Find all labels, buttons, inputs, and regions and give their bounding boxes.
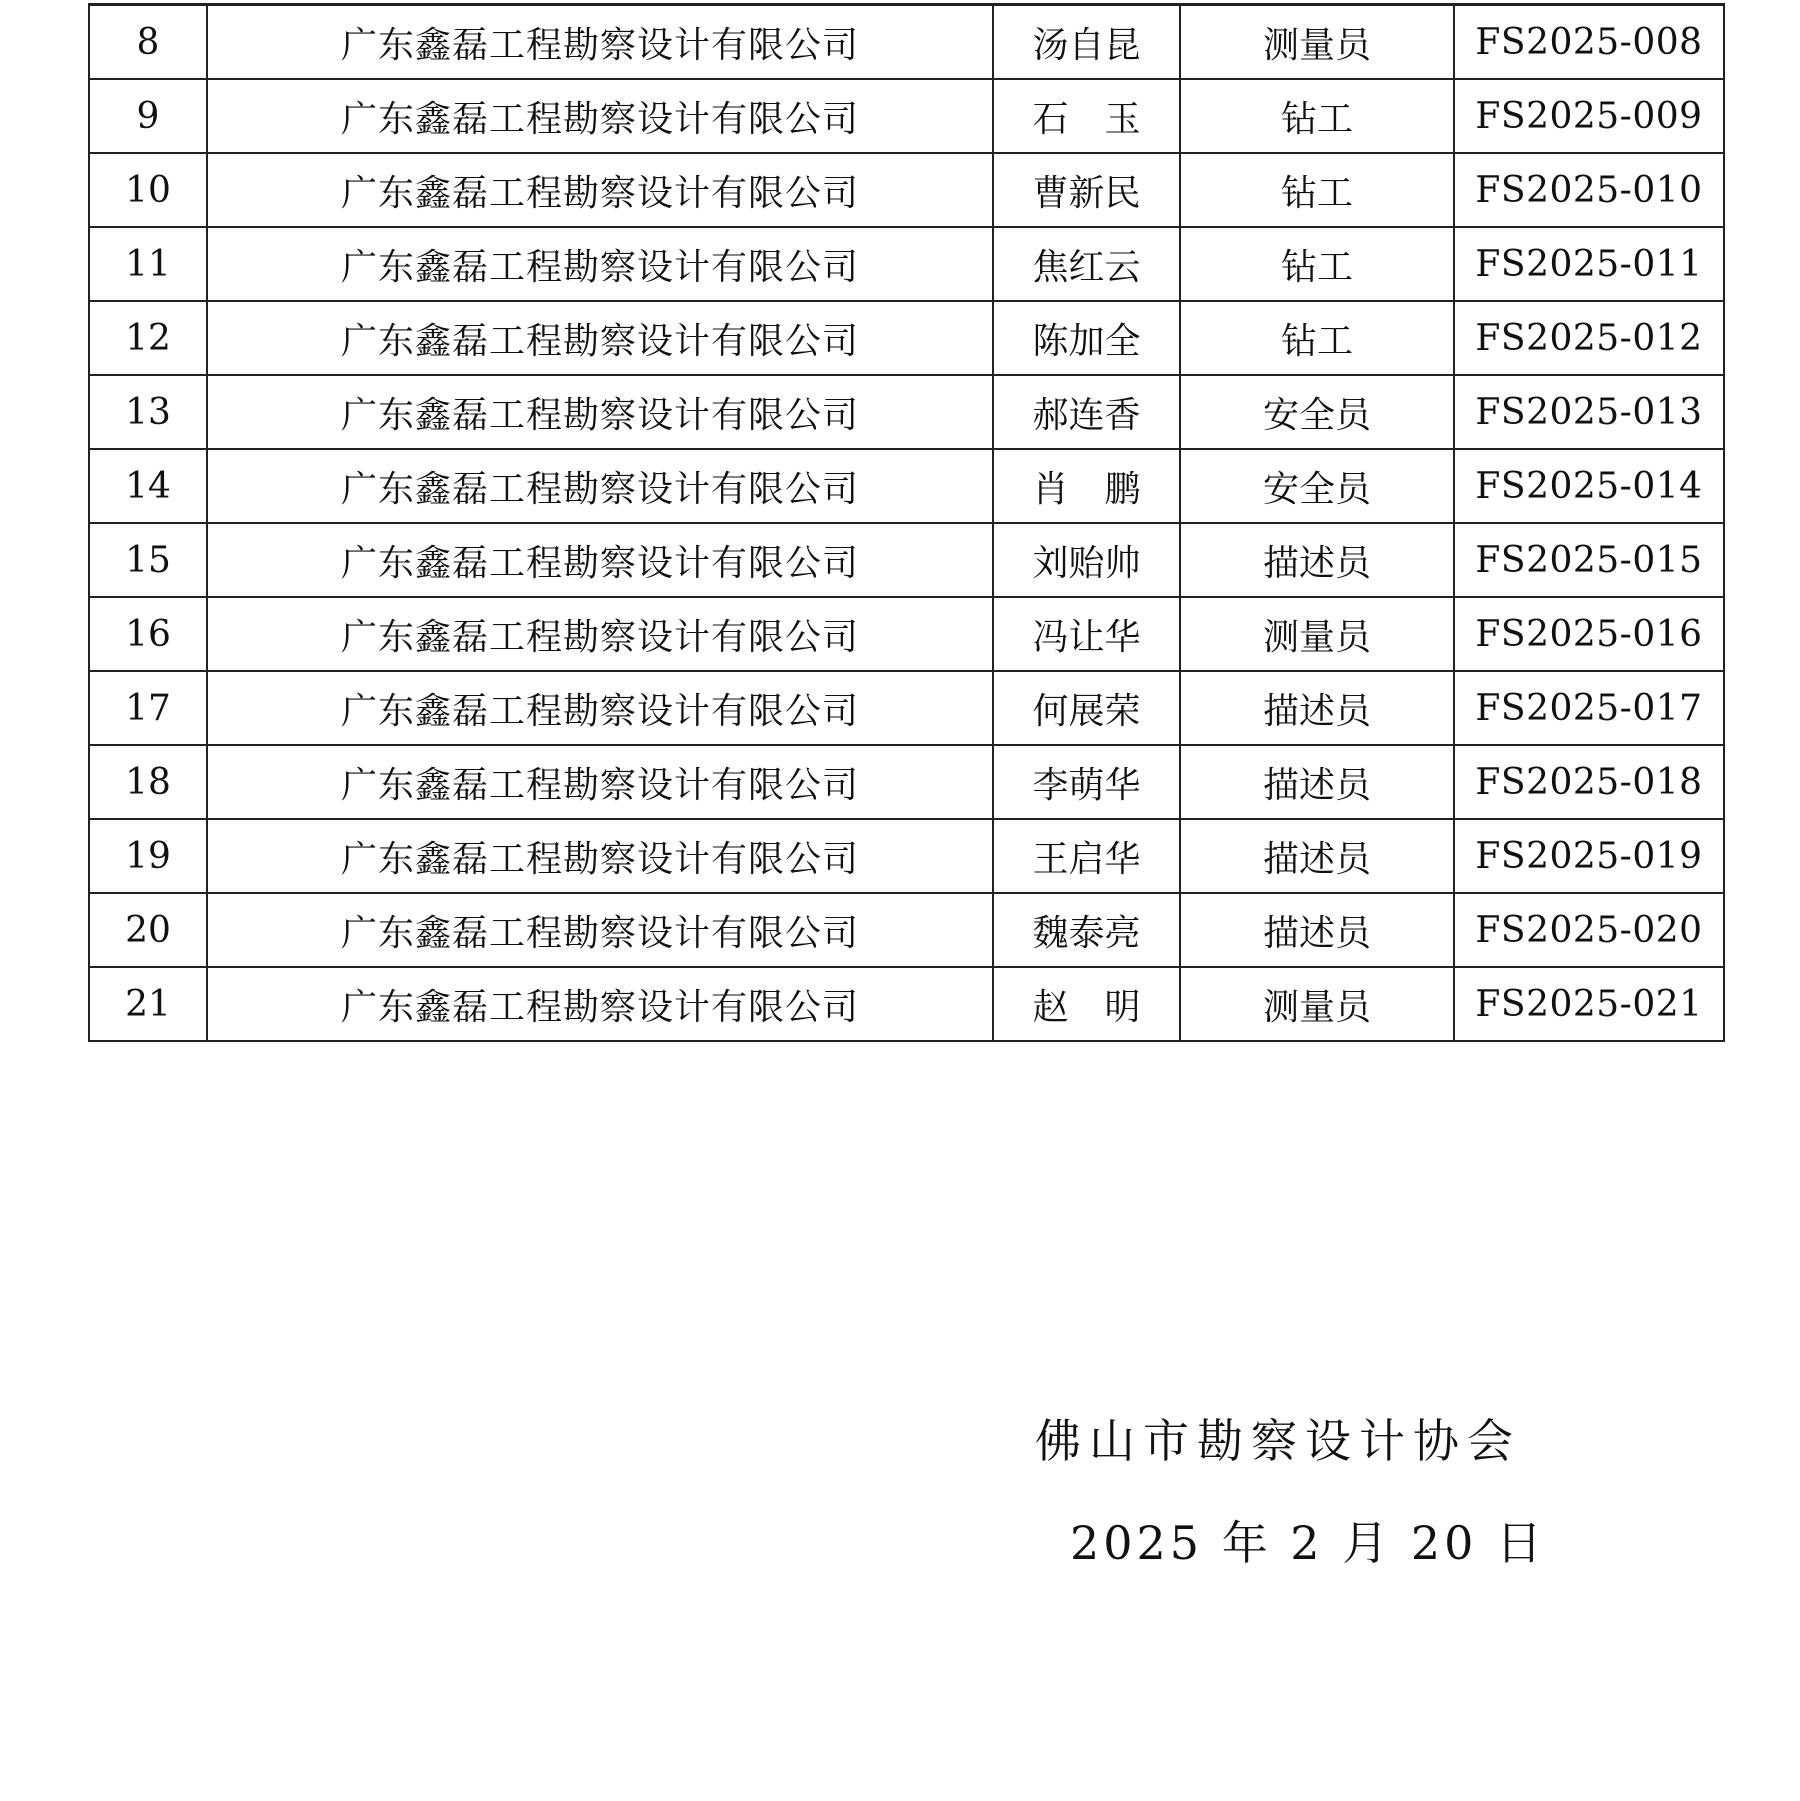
row-number-cell: 13 (89, 375, 207, 449)
cert-id-cell: FS2025-021 (1454, 967, 1724, 1041)
role-cell: 测量员 (1180, 967, 1454, 1041)
row-number-cell: 17 (89, 671, 207, 745)
company-cell: 广东鑫磊工程勘察设计有限公司 (207, 597, 993, 671)
role-cell: 描述员 (1180, 819, 1454, 893)
company-cell: 广东鑫磊工程勘察设计有限公司 (207, 301, 993, 375)
person-name-cell: 肖 鹏 (993, 449, 1180, 523)
company-cell: 广东鑫磊工程勘察设计有限公司 (207, 449, 993, 523)
company-cell: 广东鑫磊工程勘察设计有限公司 (207, 819, 993, 893)
cert-id-cell: FS2025-019 (1454, 819, 1724, 893)
role-cell: 安全员 (1180, 449, 1454, 523)
role-cell: 测量员 (1180, 5, 1454, 80)
table-row (89, 671, 1724, 745)
company-cell: 广东鑫磊工程勘察设计有限公司 (207, 967, 993, 1041)
company-cell: 广东鑫磊工程勘察设计有限公司 (207, 893, 993, 967)
role-cell: 描述员 (1180, 745, 1454, 819)
row-number-cell: 15 (89, 523, 207, 597)
table-row (89, 301, 1724, 375)
table-row (89, 967, 1724, 1041)
cert-id-cell: FS2025-014 (1454, 449, 1724, 523)
company-cell: 广东鑫磊工程勘察设计有限公司 (207, 79, 993, 153)
table-row (89, 79, 1724, 153)
person-name-cell: 曹新民 (993, 153, 1180, 227)
role-cell: 描述员 (1180, 671, 1454, 745)
issue-date: 2025 年 2 月 20 日 (1070, 1516, 1546, 1570)
person-name-cell: 王启华 (993, 819, 1180, 893)
cert-id-cell: FS2025-009 (1454, 79, 1724, 153)
person-name-cell: 赵 明 (993, 967, 1180, 1041)
cert-id-cell: FS2025-012 (1454, 301, 1724, 375)
cert-id-cell: FS2025-020 (1454, 893, 1724, 967)
cert-id-cell: FS2025-018 (1454, 745, 1724, 819)
table-row (89, 227, 1724, 301)
cert-id-cell: FS2025-008 (1454, 5, 1724, 80)
row-number-cell: 21 (89, 967, 207, 1041)
role-cell: 钻工 (1180, 79, 1454, 153)
row-number-cell: 19 (89, 819, 207, 893)
table-row (89, 153, 1724, 227)
company-cell: 广东鑫磊工程勘察设计有限公司 (207, 227, 993, 301)
table-row (89, 597, 1724, 671)
person-name-cell: 冯让华 (993, 597, 1180, 671)
table-row (89, 523, 1724, 597)
cert-id-cell: FS2025-016 (1454, 597, 1724, 671)
table-row (89, 745, 1724, 819)
cert-id-cell: FS2025-013 (1454, 375, 1724, 449)
company-cell: 广东鑫磊工程勘察设计有限公司 (207, 5, 993, 80)
row-number-cell: 20 (89, 893, 207, 967)
company-cell: 广东鑫磊工程勘察设计有限公司 (207, 153, 993, 227)
role-cell: 描述员 (1180, 523, 1454, 597)
row-number-cell: 11 (89, 227, 207, 301)
role-cell: 钻工 (1180, 301, 1454, 375)
table-row (89, 5, 1724, 80)
person-name-cell: 陈加全 (993, 301, 1180, 375)
person-name-cell: 魏泰亮 (993, 893, 1180, 967)
cert-id-cell: FS2025-017 (1454, 671, 1724, 745)
role-cell: 钻工 (1180, 153, 1454, 227)
row-number-cell: 14 (89, 449, 207, 523)
issuing-organization: 佛山市勘察设计协会 (1035, 1414, 1521, 1468)
role-cell: 钻工 (1180, 227, 1454, 301)
cert-id-cell: FS2025-015 (1454, 523, 1724, 597)
roster-table-body (89, 5, 1724, 1042)
table-row (89, 449, 1724, 523)
row-number-cell: 16 (89, 597, 207, 671)
row-number-cell: 9 (89, 79, 207, 153)
person-name-cell: 焦红云 (993, 227, 1180, 301)
row-number-cell: 18 (89, 745, 207, 819)
role-cell: 安全员 (1180, 375, 1454, 449)
role-cell: 描述员 (1180, 893, 1454, 967)
role-cell: 测量员 (1180, 597, 1454, 671)
company-cell: 广东鑫磊工程勘察设计有限公司 (207, 671, 993, 745)
table-row (89, 893, 1724, 967)
person-name-cell: 郝连香 (993, 375, 1180, 449)
company-cell: 广东鑫磊工程勘察设计有限公司 (207, 523, 993, 597)
company-cell: 广东鑫磊工程勘察设计有限公司 (207, 375, 993, 449)
person-name-cell: 刘贻帅 (993, 523, 1180, 597)
row-number-cell: 10 (89, 153, 207, 227)
person-name-cell: 汤自昆 (993, 5, 1180, 80)
cert-id-cell: FS2025-010 (1454, 153, 1724, 227)
table-row (89, 819, 1724, 893)
row-number-cell: 8 (89, 5, 207, 80)
person-name-cell: 何展荣 (993, 671, 1180, 745)
person-name-cell: 李萌华 (993, 745, 1180, 819)
roster-table (88, 3, 1725, 1042)
company-cell: 广东鑫磊工程勘察设计有限公司 (207, 745, 993, 819)
row-number-cell: 12 (89, 301, 207, 375)
table-row (89, 375, 1724, 449)
person-name-cell: 石 玉 (993, 79, 1180, 153)
cert-id-cell: FS2025-011 (1454, 227, 1724, 301)
